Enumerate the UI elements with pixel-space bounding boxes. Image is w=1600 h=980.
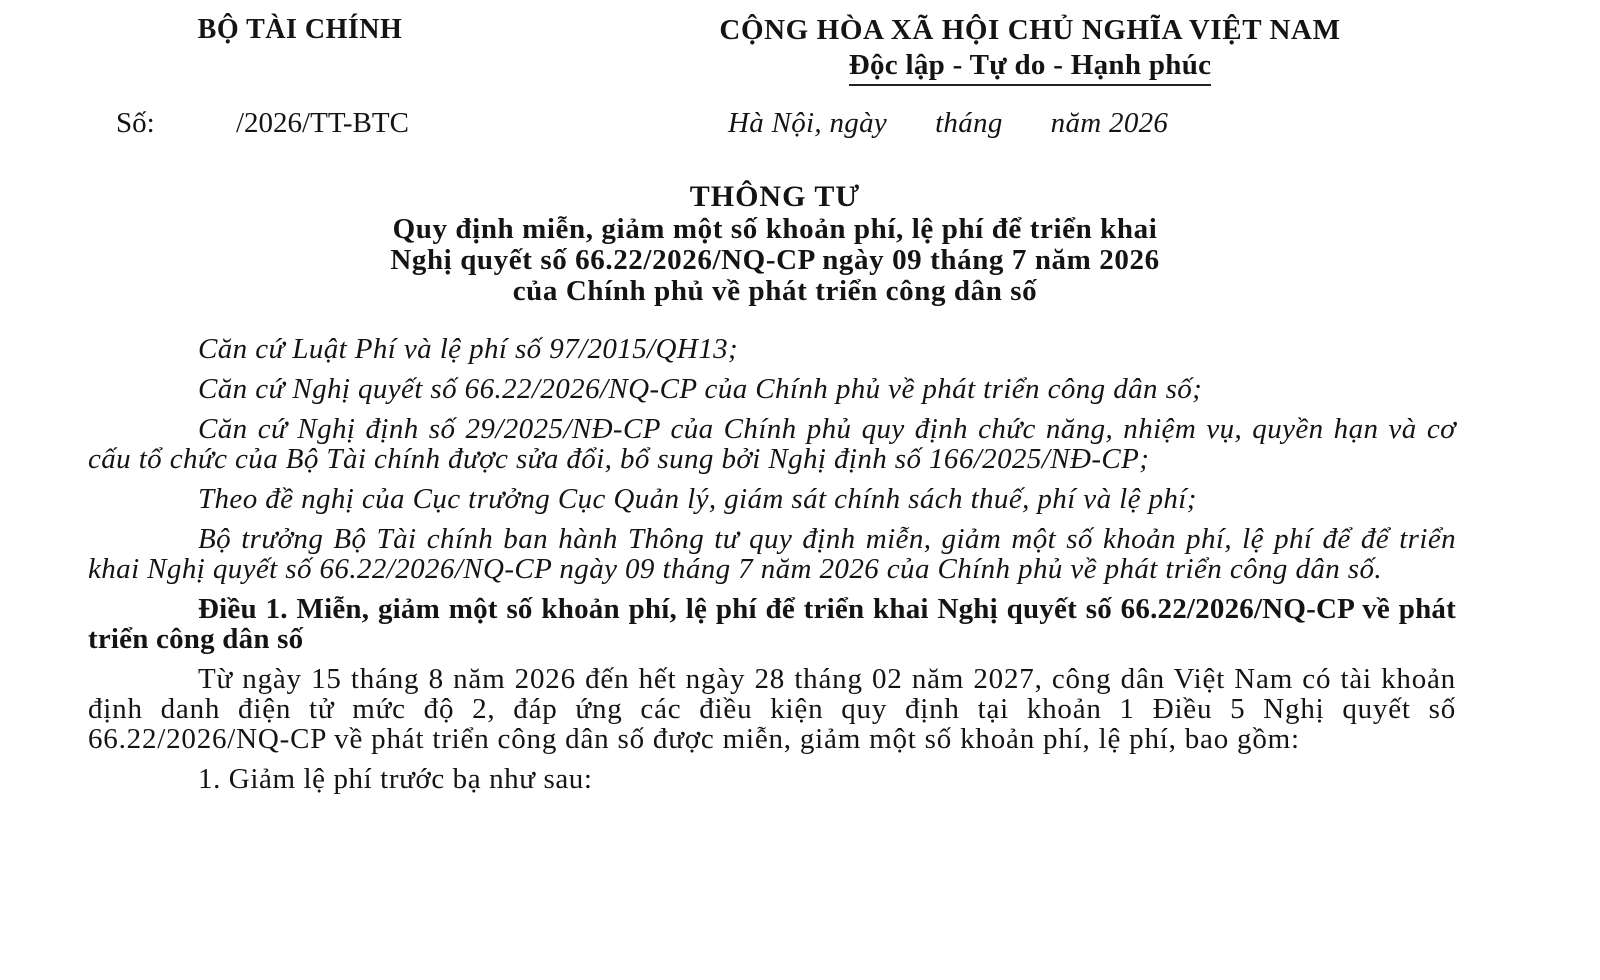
document-subject-line-2: Nghị quyết số 66.22/2026/NQ-CP ngày 09 tháng 7 năm 2026	[390, 244, 1160, 276]
document-type: THÔNG TƯ	[689, 180, 861, 213]
document-number	[116, 106, 409, 140]
date-month: tháng	[935, 107, 1003, 139]
document-subject-line-1: Quy định miễn, giảm một số khoản phí, lệ phí để triển khai	[392, 213, 1158, 245]
legal-basis-1: Căn cứ Luật Phí và lệ phí số 97/2015/QH13;	[198, 333, 739, 365]
legal-basis-2: Căn cứ Nghị quyết số 66.22/2026/NQ-CP của Chính phủ về phát triển công dân số;	[198, 373, 1203, 405]
legal-basis-4: Theo đề nghị của Cục trưởng Cục Quản lý, giám sát chính sách thuế, phí và lệ phí;	[198, 483, 1197, 515]
article-1-item-1: 1. Giảm lệ phí trước bạ như sau:	[198, 763, 593, 795]
national-heading-block	[600, 12, 1460, 82]
legal-basis-5: Bộ trưởng Bộ Tài chính ban hành Thông tư quy định miễn, giảm một số khoản phí, lệ phí để để triển khai Nghị quyết số 66.22/2026/NQ-CP ngày 09 tháng 7 năm 2026 của Chính phủ về phát triển công dân số.	[88, 523, 1456, 585]
motto-wrap	[849, 48, 1212, 82]
legal-basis-3: Căn cứ Nghị định số 29/2025/NĐ-CP của Chính phủ quy định chức năng, nhiệm vụ, quyền hạn và cơ cấu tổ chức của Bộ Tài chính được sửa đổi, bổ sung bởi Nghị định số 166/2025/NĐ-CP;	[88, 413, 1456, 475]
issuing-agency-block	[150, 12, 450, 48]
place-day: Hà Nội, ngày	[728, 107, 888, 139]
place-date	[728, 106, 1168, 140]
national-motto: Độc lập - Tự do - Hạnh phúc	[848, 49, 1212, 81]
motto-underline	[849, 84, 1212, 86]
article-1-paragraph: Từ ngày 15 tháng 8 năm 2026 đến hết ngày 28 tháng 02 năm 2027, công dân Việt Nam có tài khoản định danh điện tử mức độ 2, đáp ứng các điều kiện quy định tại khoản 1 Điều 5 Nghị quyết số 66.22/2026/NQ-CP về phát triển công dân số được miễn, giảm một số khoản phí, lệ phí, bao gồm:	[88, 663, 1456, 755]
document-subject-line-3: của Chính phủ về phát triển công dân số	[512, 275, 1038, 307]
date-year: năm 2026	[1050, 107, 1169, 139]
document-number-label: Số:	[116, 107, 155, 139]
document-body	[88, 334, 1456, 794]
document-number-value: /2026/TT-BTC	[236, 107, 409, 139]
document-title-block	[100, 180, 1450, 307]
national-title: CỘNG HÒA XÃ HỘI CHỦ NGHĨA VIỆT NAM	[719, 14, 1341, 46]
issuing-agency: BỘ TÀI CHÍNH	[197, 14, 403, 45]
article-1-title: Điều 1. Miễn, giảm một số khoản phí, lệ phí để triển khai Nghị quyết số 66.22/2026/NQ-CP về phát triển công dân số	[88, 593, 1456, 655]
